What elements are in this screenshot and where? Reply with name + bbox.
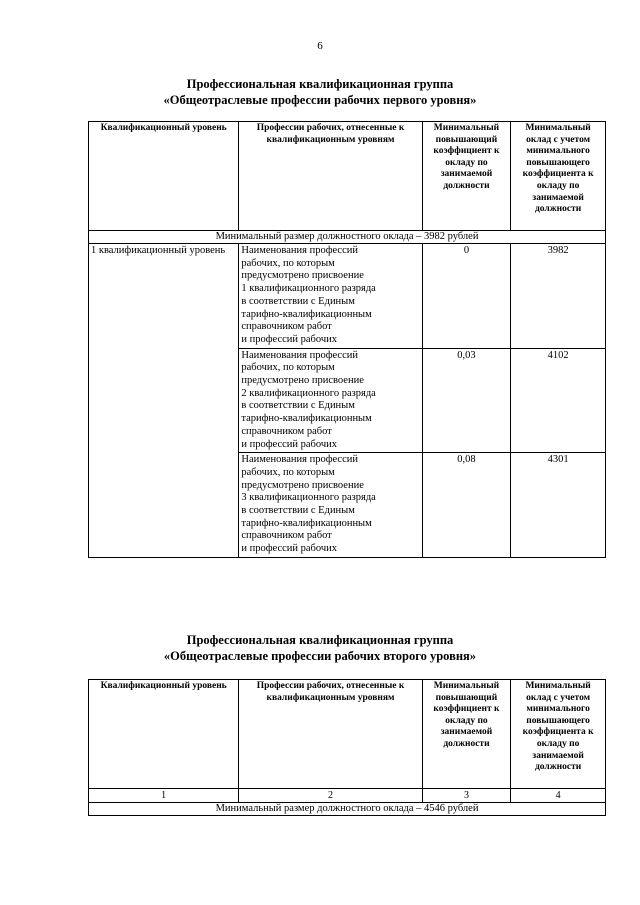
profession-line: справочником работ <box>241 321 332 333</box>
profession-line: в соответствии с Единым <box>241 400 355 412</box>
salary-cell: 4301 <box>511 453 606 558</box>
profession-line: 2 квалификационного разряда <box>241 387 376 399</box>
profession-line: справочником работ <box>241 530 332 542</box>
section-1-title <box>0 76 640 108</box>
profession-line: тарифно-квалификационным <box>241 517 372 529</box>
profession-line: рабочих, по которым <box>241 257 335 269</box>
coefficient-cell: 0,03 <box>422 348 511 453</box>
salary-cell: 3982 <box>511 244 606 349</box>
profession-line: рабочих, по которым <box>241 362 335 374</box>
min-salary-text: Минимальный размер должностного оклада – 3982 рублей <box>89 231 606 244</box>
page-number: 6 <box>317 40 323 52</box>
section-2-title-line-2: «Общеотраслевые профессии рабочих второго уровня» <box>163 649 477 663</box>
profession-line: в соответствии с Единым <box>241 295 355 307</box>
coefficient-cell: 0,08 <box>422 453 511 558</box>
section-2-table <box>88 679 606 816</box>
profession-line: рабочих, по которым <box>241 466 335 478</box>
min-salary-row <box>89 231 606 244</box>
section-1-table <box>88 121 606 558</box>
header-professions: Профессии рабочих, отнесенные к квалификационным уровням <box>239 680 422 789</box>
profession-line: 3 квалификационного разряда <box>241 492 376 504</box>
header-salary: Минимальный оклад с учетом минимального повышающего коэффициента к окладу по занимаемой должности <box>511 680 606 789</box>
section-1-title-line-2: «Общеотраслевые профессии рабочих первого уровня» <box>163 93 477 107</box>
profession-line: предусмотрено присвоение <box>241 479 364 491</box>
profession-line: 1 квалификационного разряда <box>241 283 376 295</box>
header-salary: Минимальный оклад с учетом минимального повышающего коэффициента к окладу по занимаемой должности <box>511 122 606 231</box>
table-header-row <box>89 122 606 231</box>
profession-line: и профессий рабочих <box>241 333 338 345</box>
salary-cell: 4102 <box>511 348 606 453</box>
header-coefficient: Минимальный повышающий коэффициент к окладу по занимаемой должности <box>422 680 511 789</box>
section-2-title <box>0 632 640 664</box>
profession-line: и профессий рабочих <box>241 543 338 555</box>
profession-line: Наименования профессий <box>241 349 358 361</box>
header-coefficient: Минимальный повышающий коэффициент к окладу по занимаемой должности <box>422 122 511 231</box>
header-level: Квалификационный уровень <box>89 122 239 231</box>
coefficient-cell: 0 <box>422 244 511 349</box>
profession-cell <box>239 244 422 349</box>
profession-line: Наименования профессий <box>241 245 358 256</box>
profession-line: в соответствии с Единым <box>241 505 355 517</box>
profession-line: тарифно-квалификационным <box>241 308 372 320</box>
profession-cell <box>239 348 422 453</box>
table-row <box>89 244 606 349</box>
column-number: 3 <box>422 789 511 803</box>
profession-line: справочником работ <box>241 425 332 437</box>
header-professions: Профессии рабочих, отнесенные к квалификационным уровням <box>239 122 422 231</box>
min-salary-text: Минимальный размер должностного оклада – 4546 рублей <box>89 803 606 816</box>
column-number: 4 <box>511 789 606 803</box>
profession-cell <box>239 453 422 558</box>
column-number-row <box>89 789 606 803</box>
table-header-row <box>89 680 606 789</box>
header-level: Квалификационный уровень <box>89 680 239 789</box>
section-1-title-line-1: Профессиональная квалификационная группа <box>186 77 454 91</box>
profession-line: тарифно-квалификационным <box>241 413 372 425</box>
profession-line: Наименования профессий <box>241 454 358 466</box>
min-salary-row <box>89 803 606 816</box>
column-number: 1 <box>89 789 239 803</box>
profession-line: и профессий рабочих <box>241 438 338 450</box>
section-2-title-line-1: Профессиональная квалификационная группа <box>186 633 454 647</box>
profession-line: предусмотрено присвоение <box>241 270 364 282</box>
qualification-level: 1 квалификационный уровень <box>89 244 239 558</box>
profession-line: предусмотрено присвоение <box>241 375 364 387</box>
column-number: 2 <box>239 789 422 803</box>
